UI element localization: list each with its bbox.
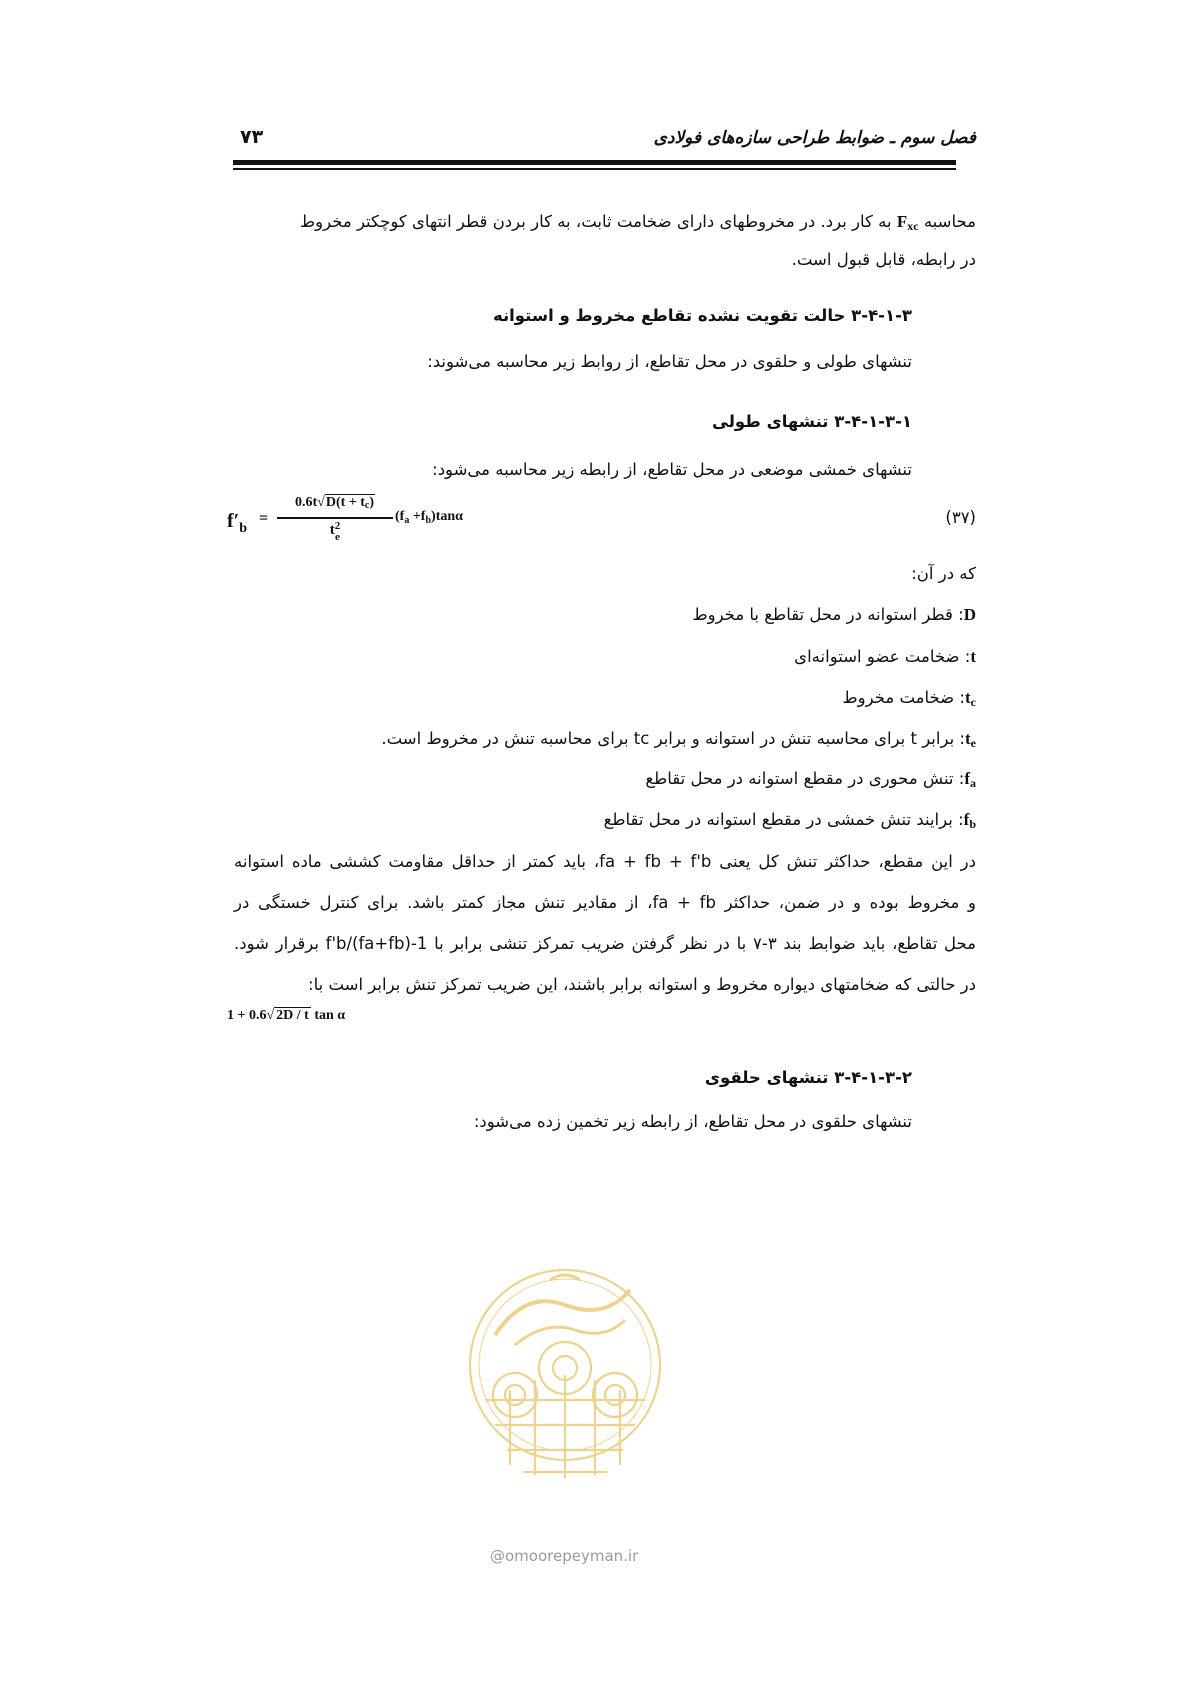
equation-fraction-bar — [277, 517, 393, 519]
section-heading-3-4-1-3: ۳-۴-۱-۳ حالت تقویت نشده تقاطع مخروط و استوانه — [492, 306, 912, 325]
stress-paragraph-line-3: محل تقاطع، باید ضوابط بند ۳-۷ با در نظر گرفتن ضریب تمرکز تنشی برابر با 1-f'b/(fa+fb) برقرار شود. — [234, 934, 976, 953]
intro-text: به کار برد. در مخروطهای دارای ضخامت ثابت، به کار بردن قطر انتهای کوچکتر مخروط — [299, 212, 892, 231]
section-text-hoop: تنشهای حلقوی در محل تقاطع، از رابطه زیر تخمین زده می‌شود: — [473, 1112, 912, 1131]
definition-D: D: قطر استوانه در محل تقاطع با مخروط — [692, 605, 976, 624]
equation-number: (۳۷) — [945, 508, 976, 527]
definition-tc: $t_c$: ضخامت مخروط — [842, 688, 976, 709]
section-text-3-4-1-3: تنشهای طولی و حلقوی در محل تقاطع، از روابط زیر محاسبه می‌شوند: — [427, 352, 912, 371]
watermark-site: @omoorepeyman.ir — [490, 1547, 639, 1565]
intro-line-1 — [300, 212, 976, 234]
section-text-longitudinal: تنشهای خمشی موضعی در محل تقاطع، از رابطه زیر محاسبه می‌شود: — [432, 460, 912, 479]
equation-equals: = — [259, 510, 269, 527]
equation-denominator: t 2 e — [329, 520, 341, 543]
stress-paragraph-line-1: در این مقطع، حداکثر تنش کل یعنی fa + fb + f'b، باید کمتر از حداقل مقاومت کششی ماده استوانه — [234, 852, 976, 871]
definition-te: $t_e$: برابر t برای محاسبه تنش در استوانه و برابر tc برای محاسبه تنش در مخروط است. — [381, 729, 976, 750]
page-number: ۷۳ — [240, 126, 264, 148]
intro-prefix: محاسبه — [923, 212, 976, 231]
intro-line-2: در رابطه، قابل قبول است. — [791, 250, 976, 269]
equation-numerator: 0.6t√D(t + tc) — [294, 495, 375, 511]
definition-t: t: ضخامت عضو استوانه‌ای — [794, 647, 976, 666]
header-rule-thick — [233, 160, 956, 165]
equation-tail: $(f_a +f_b)\tan\alpha$ — [395, 509, 463, 526]
stress-concentration-formula: 1 + 0.6√ 2D / t tan α — [227, 1008, 346, 1023]
running-title: فصل سوم ـ ضوابط طراحی سازه‌های فولادی — [653, 128, 976, 148]
definition-fa: $f_a$: تنش محوری در مقطع استوانه در محل تقاطع — [645, 769, 976, 790]
watermark-logo-graphic — [455, 1250, 675, 1540]
section-heading-longitudinal: ۳-۴-۱-۳-۱ تنشهای طولی — [712, 412, 912, 431]
definition-fb: $f_b$: برایند تنش خمشی در مقطع استوانه در محل تقاطع — [603, 810, 976, 831]
watermark-logo — [455, 1250, 675, 1540]
definitions-intro: که در آن: — [911, 564, 976, 583]
header-rule-thin — [233, 168, 956, 170]
equation-lhs: $f'_b$ — [227, 510, 248, 536]
stress-paragraph-line-2: و مخروط بوده و در ضمن، حداکثر fa + fb، از مقادیر تنش مجاز کمتر باشد. برای کنترل خستگی در — [234, 893, 976, 912]
stress-paragraph-line-4: در حالتی که ضخامتهای دیواره مخروط و استوانه برابر باشند، این ضریب تمرکز تنش برابر است با: — [308, 975, 976, 994]
equation-37 — [227, 495, 487, 555]
symbol-fxc: $F_{xc}$ — [896, 212, 919, 233]
section-heading-hoop: ۳-۴-۱-۳-۲ تنشهای حلقوی — [704, 1068, 912, 1087]
